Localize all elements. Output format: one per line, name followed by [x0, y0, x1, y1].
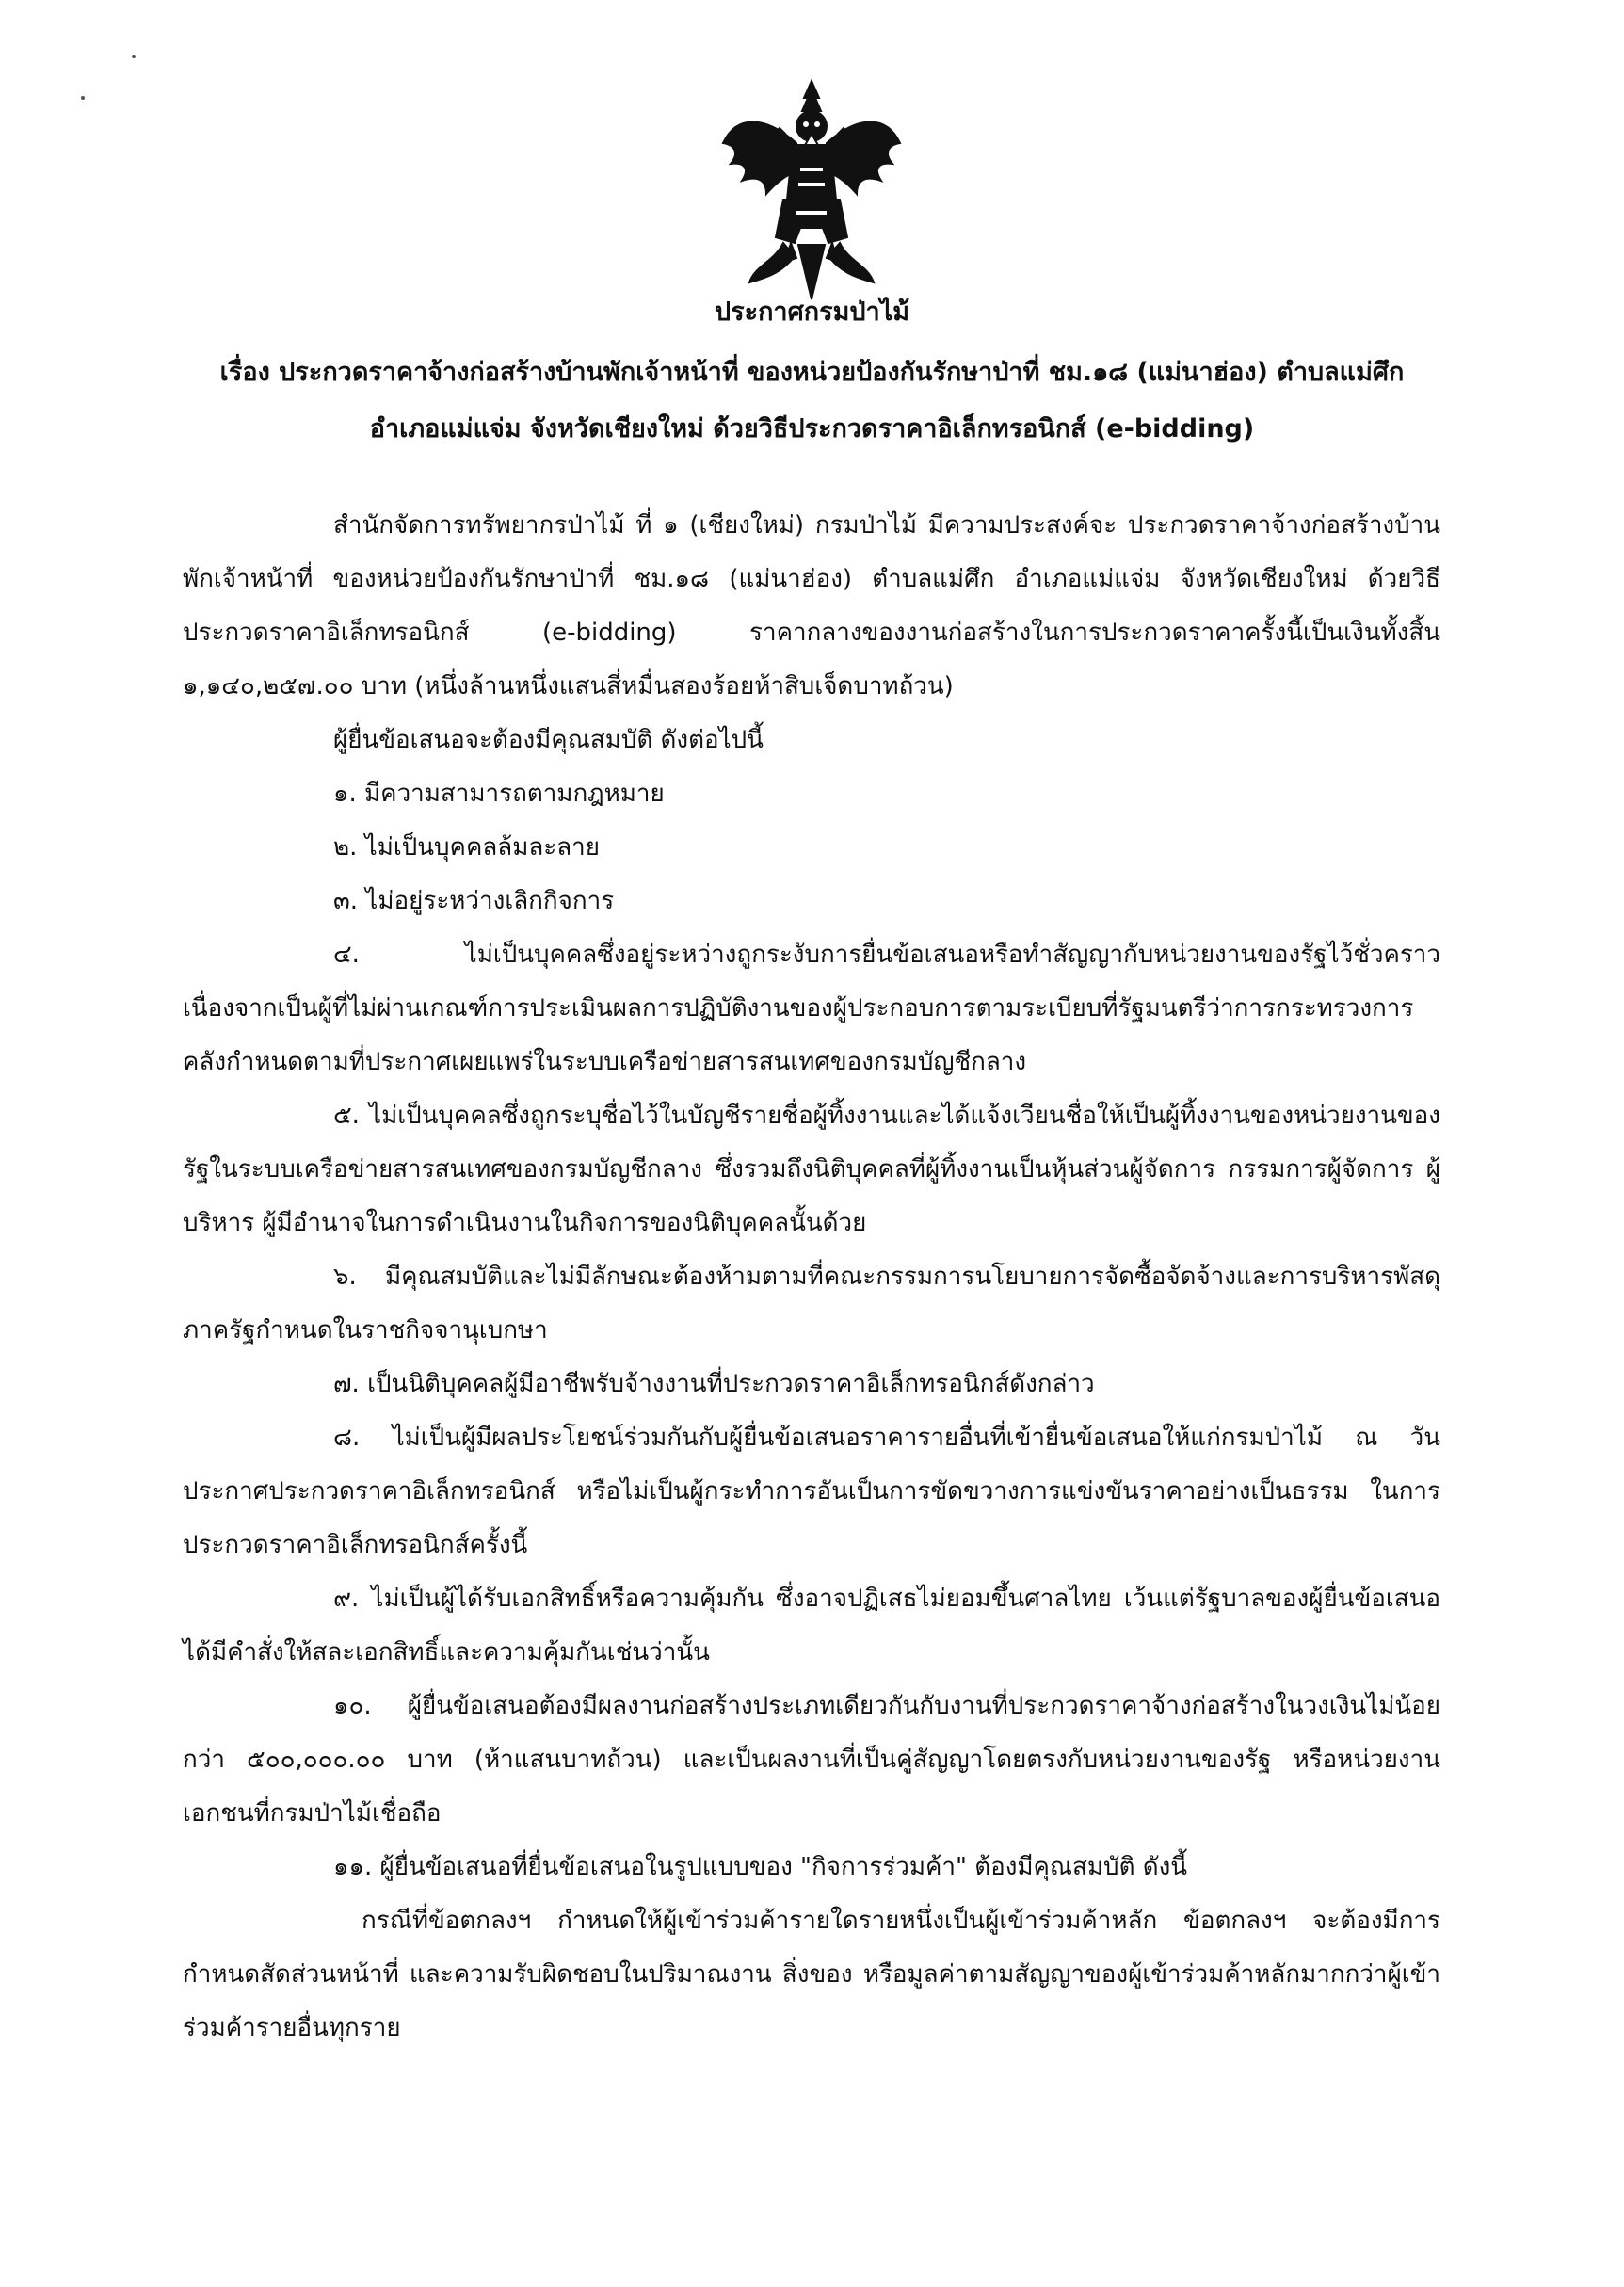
qualifications-heading: ผู้ยื่นข้อเสนอจะต้องมีคุณสมบัติ ดังต่อไปนี้ — [333, 726, 764, 754]
qualification-item-11: ๑๑. ผู้ยื่นข้อเสนอที่ยื่นข้อเสนอในรูปแบบของ "กิจการร่วมค้า" ต้องมีคุณสมบัติ ดังนี้ — [333, 1853, 1188, 1881]
qualification-item-1: ๑. มีความสามารถตามกฎหมาย — [333, 780, 665, 808]
garuda-emblem-icon — [717, 77, 906, 303]
qualification-item-2: ๒. ไม่เป็นบุคคลล้มละลาย — [333, 833, 601, 862]
subject-line-2: อำเภอแม่แจ่ม จังหวัดเชียงใหม่ ด้วยวิธีประกวดราคาอิเล็กทรอนิกส์ (e-bidding) — [369, 414, 1255, 443]
qualification-item-5: ๕. ไม่เป็นบุคคลซึ่งถูกระบุชื่อไว้ในบัญชีรายชื่อผู้ทิ้งงานและได้แจ้งเวียนชื่อให้เป็นผู้ทิ้งงานของหน่วยงานของรัฐในระบบเครือข่ายสารสนเทศของกรมบัญชีกลาง ซึ่งรวมถึงนิติบุคคลที่ผู้ทิ้งงานเป็นหุ้นส่วนผู้จัดการ กรรมการผู้จัดการ ผู้บริหาร ผู้มีอำนาจในการดำเนินงานในกิจการของนิติบุคคลนั้นด้วย — [183, 1102, 1440, 1237]
intro-paragraph: สำนักจัดการทรัพยากรป่าไม้ ที่ ๑ (เชียงใหม่) กรมป่าไม้ มีความประสงค์จะ ประกวดราคาจ้างก่อสร้างบ้านพักเจ้าหน้าที่ ของหน่วยป้องกันรักษาป่าที่ ชม.๑๘ (แม่นาฮ่อง) ตำบลแม่ศึก อำเภอแม่แจ่ม จังหวัดเชียงใหม่ ด้วยวิธีประกวดราคาอิเล็กทรอนิกส์ (e-bidding) ราคากลางของงานก่อสร้างในการประกวดราคาครั้งนี้เป็นเงินทั้งสิ้น ๑,๑๔๐,๒๕๗.๐๐ บาท (หนึ่งล้านหนึ่งแสนสี่หมื่นสองร้อยห้าสิบเจ็ดบาทถ้วน) — [183, 511, 1440, 701]
qualification-item-10: ๑๐. ผู้ยื่นข้อเสนอต้องมีผลงานก่อสร้างประเภทเดียวกันกับงานที่ประกวดราคาจ้างก่อสร้างในวงเงินไม่น้อยกว่า ๕๐๐,๐๐๐.๐๐ บาท (ห้าแสนบาทถ้วน) และเป็นผลงานที่เป็นคู่สัญญาโดยตรงกับหน่วยงานของรัฐ หรือหน่วยงานเอกชนที่กรมป่าไม้เชื่อถือ — [183, 1692, 1440, 1828]
joint-venture-clause: กรณีที่ข้อตกลงฯ กำหนดให้ผู้เข้าร่วมค้ารายใดรายหนึ่งเป็นผู้เข้าร่วมค้าหลัก ข้อตกลงฯ จะต้องมีการกำหนดสัดส่วนหน้าที่ และความรับผิดชอบในปริมาณงาน สิ่งของ หรือมูลค่าตามสัญญาของผู้เข้าร่วมค้าหลักมากกว่าผู้เข้าร่วมค้ารายอื่นทุกราย — [183, 1907, 1440, 2042]
qualification-item-6: ๖. มีคุณสมบัติและไม่มีลักษณะต้องห้ามตามที่คณะกรรมการนโยบายการจัดซื้อจัดจ้างและการบริหารพัสดุภาครัฐกำหนดในราชกิจจานุเบกษา — [183, 1263, 1440, 1345]
qualification-item-3: ๓. ไม่อยู่ระหว่างเลิกกิจการ — [333, 887, 615, 915]
qualification-item-8: ๘. ไม่เป็นผู้มีผลประโยชน์ร่วมกันกับผู้ยื่นข้อเสนอราคารายอื่นที่เข้ายื่นข้อเสนอให้แก่กรมป่าไม้ ณ วันประกาศประกวดราคาอิเล็กทรอนิกส์ หรือไม่เป็นผู้กระทำการอันเป็นการขัดขวางการแข่งขันราคาอย่างเป็นธรรม ในการประกวดราคาอิเล็กทรอนิกส์ครั้งนี้ — [183, 1424, 1440, 1559]
announcement-title: ประกาศกรมป่าไม้ — [714, 298, 910, 327]
subject-line-1: เรื่อง ประกวดราคาจ้างก่อสร้างบ้านพักเจ้าหน้าที่ ของหน่วยป้องกันรักษาป่าที่ ชม.๑๘ (แม่นาฮ่อง) ตำบลแม่ศึก — [219, 358, 1405, 387]
qualification-item-4: ๔. ไม่เป็นบุคคลซึ่งอยู่ระหว่างถูกระงับการยื่นข้อเสนอหรือทำสัญญากับหน่วยงานของรัฐไว้ชั่วคราว เนื่องจากเป็นผู้ที่ไม่ผ่านเกณฑ์การประเมินผลการปฏิบัติงานของผู้ประกอบการตามระเบียบที่รัฐมนตรีว่าการกระทรวงการคลังกำหนดตามที่ประกาศเผยแพร่ในระบบเครือข่ายสารสนเทศของกรมบัญชีกลาง — [183, 941, 1440, 1076]
qualification-item-7: ๗. เป็นนิติบุคคลผู้มีอาชีพรับจ้างงานที่ประกวดราคาอิเล็กทรอนิกส์ดังกล่าว — [333, 1370, 1095, 1398]
qualification-item-9: ๙. ไม่เป็นผู้ได้รับเอกสิทธิ์หรือความคุ้มกัน ซึ่งอาจปฏิเสธไม่ยอมขึ้นศาลไทย เว้นแต่รัฐบาลของผู้ยื่นข้อเสนอได้มีคำสั่งให้สละเอกสิทธิ์และความคุ้มกันเช่นว่านั้น — [183, 1585, 1440, 1667]
